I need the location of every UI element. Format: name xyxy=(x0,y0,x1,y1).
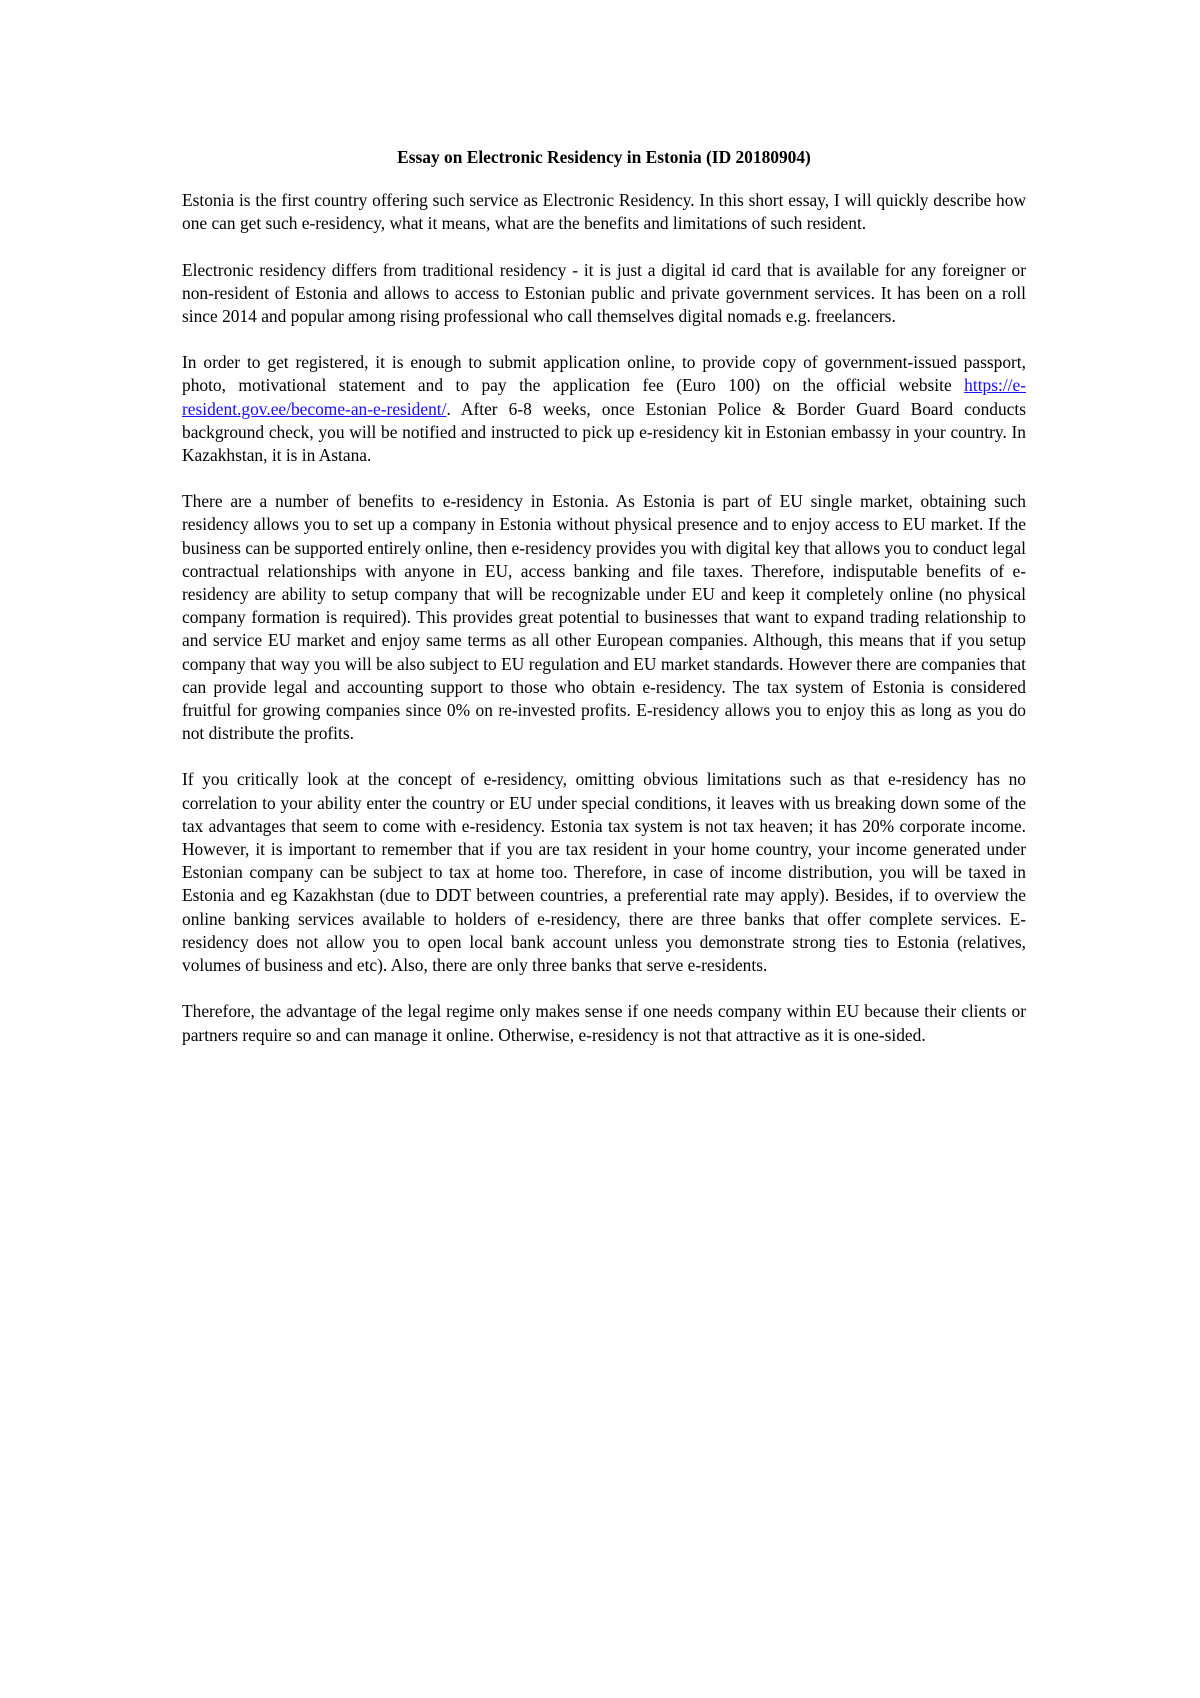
paragraph-definition: Electronic residency differs from traditional residency - it is just a digital id card that is available for any foreigner or non-resident of Estonia and allows to access to Estonian public and private government services. It has been on a roll since 2014 and popular among rising professional who call themselves digital nomads e.g. freelancers. xyxy=(182,259,1026,327)
paragraph-benefits: There are a number of benefits to e-residency in Estonia. As Estonia is part of EU single market, obtaining such residency allows you to set up a company in Estonia without physical presence and to enjoy access to EU market. If the business can be supported entirely online, then e-residency provides you with digital key that allows you to conduct legal contractual relationships with anyone in EU, access banking and file taxes. Therefore, indisputable benefits of e-residency are ability to setup company that will be recognizable under EU and keep it completely online (no physical company formation is required). This provides great potential to businesses that want to expand trading relationship to and service EU market and enjoy same terms as all other European companies. Although, this means that if you setup company that way you will be also subject to EU regulation and EU market standards. However there are companies that can provide legal and accounting support to those who obtain e-residency. The tax system of Estonia is considered fruitful for growing companies since 0% on re-invested profits. E-residency allows you to enjoy this as long as you do not distribute the profits. xyxy=(182,491,1026,744)
paragraph-limitations: If you critically look at the concept of e-residency, omitting obvious limitations such as that e-residency has no correlation to your ability enter the country or EU under special conditions, it leaves with us breaking down some of the tax advantages that seem to come with e-residency. Estonia tax system is not tax heaven; it has 20% corporate income. However, it is important to remember that if you are tax resident in your home country, your income generated under Estonian company can be subject to tax at home too. Therefore, in case of income distribution, you will be taxed in Estonia and eg Kazakhstan (due to DDT between countries, a preferential rate may apply). Besides, if to overview the online banking services available to holders of e-residency, there are three banks that offer complete services. E-residency does not allow you to open local bank account unless you demonstrate strong ties to Estonia (relatives, volumes of business and etc). Also, there are only three banks that serve e-residents. xyxy=(182,769,1026,976)
essay-title: Essay on Electronic Residency in Estonia (ID 20180904) xyxy=(397,147,811,167)
paragraph-registration xyxy=(182,351,1026,467)
paragraph-conclusion: Therefore, the advantage of the legal regime only makes sense if one needs company within EU because their clients or partners require so and can manage it online. Otherwise, e-residency is not that attractive as it is one-sided. xyxy=(182,1001,1026,1045)
essay-body xyxy=(182,146,1026,1070)
e-resident-website-link[interactable]: https://e-resident.gov.ee/become-an-e-resident/ xyxy=(182,375,1026,419)
registration-text-end: . After 6-8 weeks, once Estonian Police & Border Guard Board conducts background check, you will be notified and instructed to pick up e-residency kit in Estonian embassy in your country. In Kazakhstan, it is in Astana. xyxy=(182,398,1026,466)
paragraph-intro: Estonia is the first country offering such service as Electronic Residency. In this short essay, I will quickly describe how one can get such e-residency, what it means, what are the benefits and limitations of such resident. xyxy=(182,190,1026,234)
registration-text-start: In order to get registered, it is enough to submit application online, to provide copy of government-issued passport, photo, motivational statement and to pay the application fee (Euro 100) on the official website xyxy=(182,352,1026,396)
